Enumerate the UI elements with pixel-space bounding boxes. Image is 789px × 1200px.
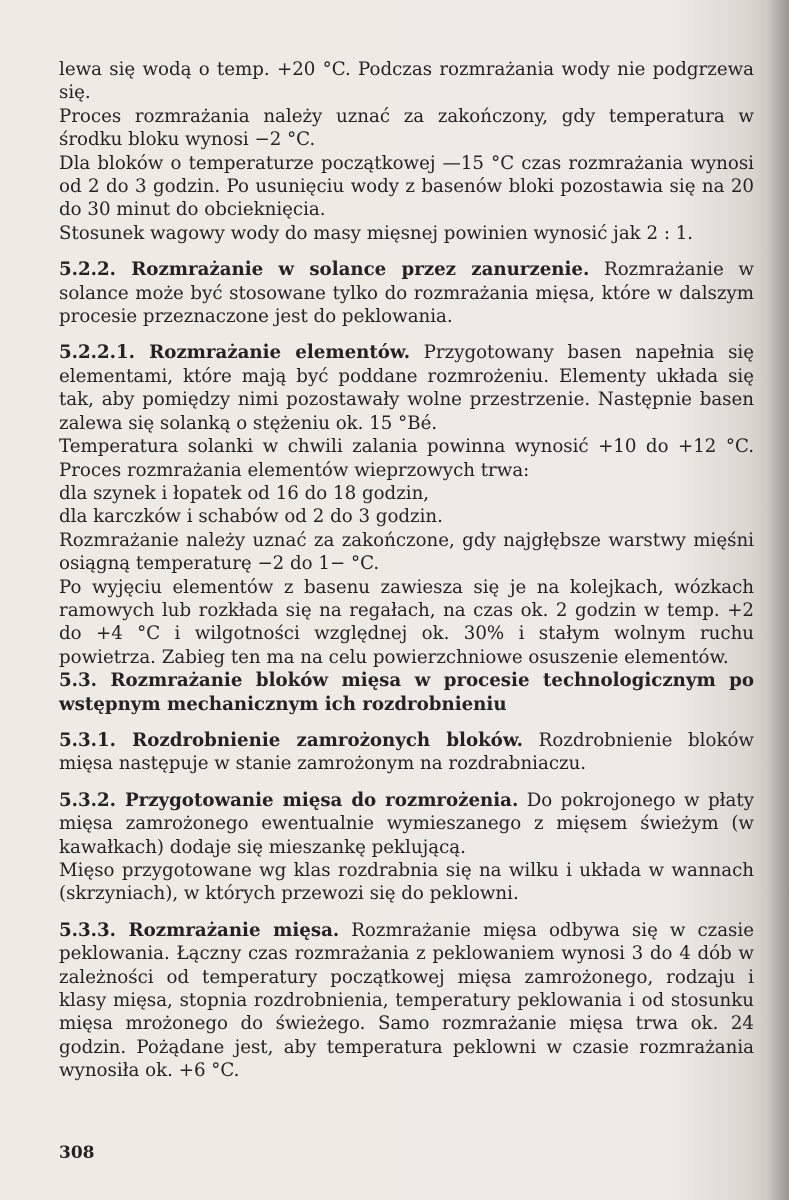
section-5-2-2	[59, 258, 754, 328]
paragraph: Stosunek wagowy wody do masy mięsnej powinien wynosić jak 2 : 1.	[59, 222, 694, 244]
section-heading: 5.3.2. Przygotowanie mięsa do rozmrożenia.	[59, 789, 519, 811]
page-text	[59, 58, 754, 1083]
page-number: 308	[59, 1143, 95, 1163]
section-text: Rozdrobnienie bloków mięsa następuje w stanie zamrożonym na rozdrabniaczu.	[59, 729, 754, 775]
page-edge-shadow	[767, 0, 789, 1200]
section-heading: 5.2.2.1. Rozmrażanie elementów.	[59, 342, 411, 364]
section-text: Rozmrażanie w solance może być stosowane tylko do rozmrażania mięsa, które w dalszym procesie przeznaczone jest do peklowania.	[59, 259, 754, 328]
paragraph: Mięso przygotowane wg klas rozdrabnia się na wilku i układa w wannach (skrzyniach), w których przewozi się do peklowni.	[59, 860, 754, 905]
section-5-3-2	[59, 789, 754, 859]
section-5-3-heading: 5.3. Rozmrażanie bloków mięsa w procesie technologicznym po wstępnym mechanicznym ich rozdrobnieniu	[59, 670, 754, 715]
section-text: Do pokrojonego w płaty mięsa zamrożonego ewentualnie wymieszanego z mięsem świeżym (w kawałkach) dodaje się mieszankę peklującą.	[59, 789, 754, 858]
section-5-3-1	[59, 729, 754, 776]
paragraph: Po wyjęciu elementów z basenu zawiesza się je na kolejkach, wózkach ramowych lub rozkłada się na regałach, na czas ok. 2 godzin w temp. +2 do +4 °C i wilgotności względnej ok. 30% i stałym wolnym ruchu powietrza. Zabieg ten ma na celu powierzchniowe osuszenie elementów.	[59, 576, 754, 668]
paragraph: Rozmrażanie należy uznać za zakończone, gdy najgłębsze warstwy mięśni osiągną temperaturę −2 do 1− °C.	[59, 529, 754, 575]
paragraph: dla szynek i łopatek od 16 do 18 godzin,	[59, 482, 430, 504]
section-heading: 5.2.2. Rozmrażanie w solance przez zanurzenie.	[59, 259, 590, 281]
section-5-3-3	[59, 919, 754, 1083]
section-5-2-2-1	[59, 341, 754, 435]
paragraph: lewa się wodą o temp. +20 °C. Podczas rozmrażania wody nie podgrzewa się.	[59, 59, 754, 104]
paragraph: dla karczków i schabów od 2 do 3 godzin.	[59, 506, 443, 528]
paragraph: Dla bloków o temperaturze początkowej —15 °C czas rozmrażania wynosi od 2 do 3 godzin. Po usunięciu wody z basenów bloki pozostawia się na 20 do 30 minut do obcieknięcia.	[59, 152, 754, 221]
section-text: Przygotowany basen napełnia się elementami, które mają być poddane rozmrożeniu. Elementy układa się tak, aby pomiędzy nimi pozostawały wolne przestrzenie. Następnie basen zalewa się solanką o stężeniu ok. 15 °Bé.	[59, 342, 754, 434]
section-heading: 5.3.3. Rozmrażanie mięsa.	[59, 919, 340, 941]
section-text: Rozmrażanie mięsa odbywa się w czasie peklowania. Łączny czas rozmrażania z peklowaniem wynosi 3 do 4 dób w zależności od temperatury początkowej mięsa zamrożonego, rodzaju i klasy mięsa, stopnia rozdrobnienia, temperatury peklowania i od stosunku mięsa mrożonego do świeżego. Samo rozmrażanie mięsa trwa ok. 24 godzin. Pożądane jest, aby temperatura peklowni w czasie rozmrażania wynosiła ok. +6 °C.	[59, 919, 754, 1082]
paragraph: Proces rozmrażania należy uznać za zakończony, gdy temperatura w środku bloku wynosi −2 °C.	[59, 105, 754, 151]
section-heading: 5.3.1. Rozdrobnienie zamrożonych bloków.	[59, 729, 523, 751]
paragraph: Temperatura solanki w chwili zalania powinna wynosić +10 do +12 °C. Proces rozmrażania elementów wieprzowych trwa:	[59, 436, 754, 481]
